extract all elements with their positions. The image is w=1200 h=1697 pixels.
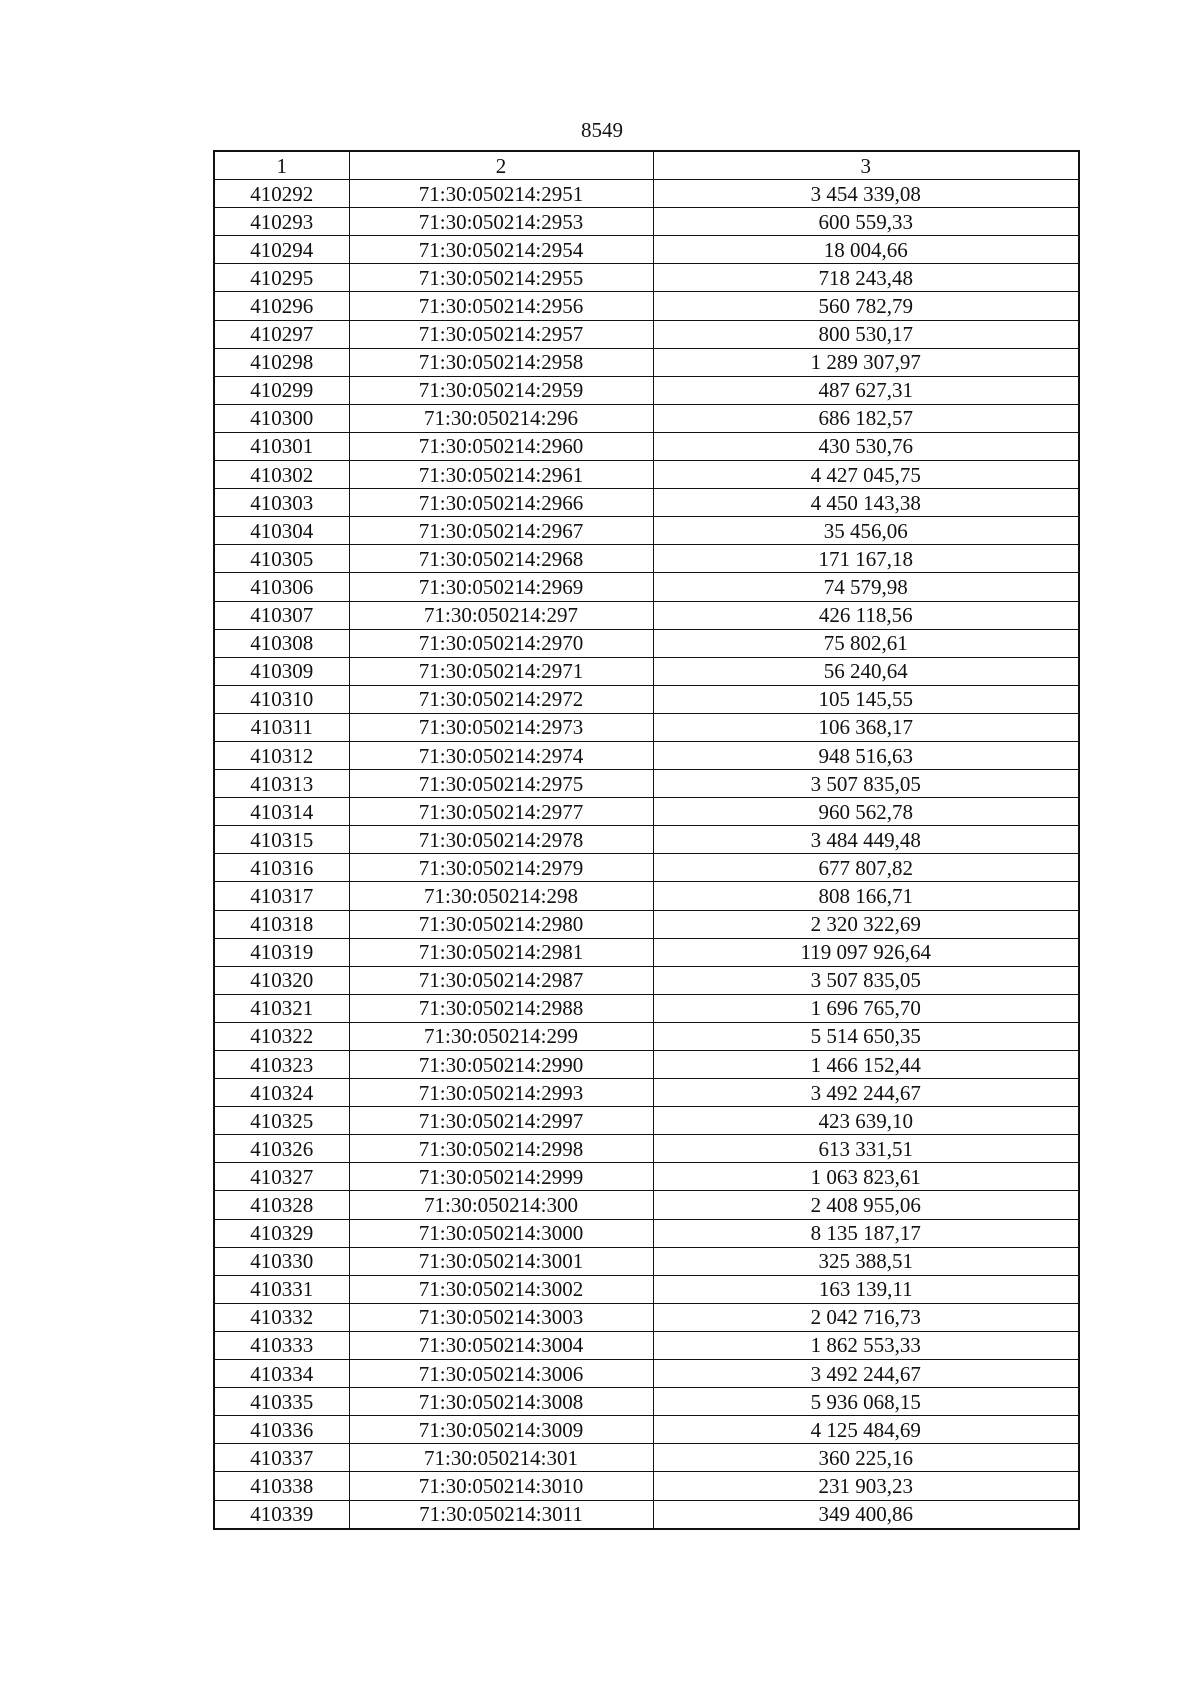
cadastral-number-cell: 71:30:050214:2970 [349, 629, 653, 657]
table-row [214, 938, 1079, 966]
cadastral-number-cell: 71:30:050214:2972 [349, 685, 653, 713]
cadastral-number-cell: 71:30:050214:297 [349, 601, 653, 629]
amount-cell: 56 240,64 [653, 657, 1079, 685]
row-number-cell: 410293 [214, 208, 349, 236]
table-row [214, 854, 1079, 882]
row-number-cell: 410319 [214, 938, 349, 966]
amount-cell: 3 454 339,08 [653, 180, 1079, 208]
cadastral-number-cell: 71:30:050214:2968 [349, 545, 653, 573]
row-number-cell: 410330 [214, 1247, 349, 1275]
amount-cell: 613 331,51 [653, 1135, 1079, 1163]
row-number-cell: 410339 [214, 1500, 349, 1529]
cadastral-number-cell: 71:30:050214:299 [349, 1022, 653, 1050]
table-row [214, 1275, 1079, 1303]
amount-cell: 360 225,16 [653, 1444, 1079, 1472]
cadastral-number-cell: 71:30:050214:2966 [349, 489, 653, 517]
page-number: 8549 [581, 118, 623, 142]
amount-cell: 2 320 322,69 [653, 910, 1079, 938]
table-row [214, 1051, 1079, 1079]
amount-cell: 2 042 716,73 [653, 1303, 1079, 1331]
cadastral-number-cell: 71:30:050214:2975 [349, 770, 653, 798]
table-row [214, 208, 1079, 236]
amount-cell: 3 492 244,67 [653, 1079, 1079, 1107]
table-row [214, 1444, 1079, 1472]
table-row [214, 1388, 1079, 1416]
amount-cell: 163 139,11 [653, 1275, 1079, 1303]
amount-cell: 171 167,18 [653, 545, 1079, 573]
row-number-cell: 410321 [214, 994, 349, 1022]
row-number-cell: 410334 [214, 1360, 349, 1388]
cadastral-number-cell: 71:30:050214:2974 [349, 741, 653, 769]
amount-cell: 487 627,31 [653, 376, 1079, 404]
amount-cell: 1 466 152,44 [653, 1051, 1079, 1079]
table-row [214, 404, 1079, 432]
amount-cell: 677 807,82 [653, 854, 1079, 882]
amount-cell: 560 782,79 [653, 292, 1079, 320]
table-row [214, 1472, 1079, 1500]
amount-cell: 106 368,17 [653, 713, 1079, 741]
table-row [214, 713, 1079, 741]
row-number-cell: 410312 [214, 741, 349, 769]
amount-cell: 1 862 553,33 [653, 1331, 1079, 1359]
cadastral-number-cell: 71:30:050214:3006 [349, 1360, 653, 1388]
amount-cell: 3 507 835,05 [653, 966, 1079, 994]
row-number-cell: 410327 [214, 1163, 349, 1191]
amount-cell: 948 516,63 [653, 741, 1079, 769]
amount-cell: 600 559,33 [653, 208, 1079, 236]
cadastral-number-cell: 71:30:050214:2954 [349, 236, 653, 264]
row-number-cell: 410338 [214, 1472, 349, 1500]
table-row [214, 910, 1079, 938]
row-number-cell: 410323 [214, 1051, 349, 1079]
table-row [214, 1219, 1079, 1247]
row-number-cell: 410295 [214, 264, 349, 292]
table-row [214, 320, 1079, 348]
cadastral-number-cell: 71:30:050214:3004 [349, 1331, 653, 1359]
amount-cell: 8 135 187,17 [653, 1219, 1079, 1247]
row-number-cell: 410325 [214, 1107, 349, 1135]
cadastral-number-cell: 71:30:050214:2951 [349, 180, 653, 208]
amount-cell: 4 125 484,69 [653, 1416, 1079, 1444]
amount-cell: 325 388,51 [653, 1247, 1079, 1275]
cadastral-number-cell: 71:30:050214:3000 [349, 1219, 653, 1247]
amount-cell: 35 456,06 [653, 517, 1079, 545]
amount-cell: 5 514 650,35 [653, 1022, 1079, 1050]
cadastral-number-cell: 71:30:050214:3010 [349, 1472, 653, 1500]
row-number-cell: 410316 [214, 854, 349, 882]
row-number-cell: 410299 [214, 376, 349, 404]
row-number-cell: 410305 [214, 545, 349, 573]
header-row [214, 151, 1079, 180]
table-row [214, 180, 1079, 208]
amount-cell: 2 408 955,06 [653, 1191, 1079, 1219]
cadastral-number-cell: 71:30:050214:2978 [349, 826, 653, 854]
row-number-cell: 410331 [214, 1275, 349, 1303]
table-row [214, 1360, 1079, 1388]
row-number-cell: 410300 [214, 404, 349, 432]
amount-cell: 3 484 449,48 [653, 826, 1079, 854]
amount-cell: 686 182,57 [653, 404, 1079, 432]
table-row [214, 1247, 1079, 1275]
row-number-cell: 410309 [214, 657, 349, 685]
table-row [214, 1079, 1079, 1107]
amount-cell: 349 400,86 [653, 1500, 1079, 1529]
table-row [214, 966, 1079, 994]
table-row [214, 741, 1079, 769]
cadastral-number-cell: 71:30:050214:2973 [349, 713, 653, 741]
row-number-cell: 410297 [214, 320, 349, 348]
table-row [214, 292, 1079, 320]
table-row [214, 489, 1079, 517]
cadastral-number-cell: 71:30:050214:3008 [349, 1388, 653, 1416]
table-row [214, 1107, 1079, 1135]
cadastral-number-cell: 71:30:050214:2953 [349, 208, 653, 236]
amount-cell: 423 639,10 [653, 1107, 1079, 1135]
cadastral-number-cell: 71:30:050214:2987 [349, 966, 653, 994]
table-row [214, 1135, 1079, 1163]
cadastral-number-cell: 71:30:050214:3003 [349, 1303, 653, 1331]
table-row [214, 601, 1079, 629]
table-row [214, 236, 1079, 264]
amount-cell: 105 145,55 [653, 685, 1079, 713]
row-number-cell: 410336 [214, 1416, 349, 1444]
row-number-cell: 410298 [214, 348, 349, 376]
amount-cell: 718 243,48 [653, 264, 1079, 292]
row-number-cell: 410306 [214, 573, 349, 601]
table-row [214, 1163, 1079, 1191]
row-number-cell: 410314 [214, 798, 349, 826]
row-number-cell: 410322 [214, 1022, 349, 1050]
cadastral-number-cell: 71:30:050214:2959 [349, 376, 653, 404]
cadastral-number-cell: 71:30:050214:2999 [349, 1163, 653, 1191]
table-row [214, 517, 1079, 545]
row-number-cell: 410332 [214, 1303, 349, 1331]
row-number-cell: 410324 [214, 1079, 349, 1107]
amount-cell: 119 097 926,64 [653, 938, 1079, 966]
table-row [214, 882, 1079, 910]
amount-cell: 4 450 143,38 [653, 489, 1079, 517]
table-row [214, 264, 1079, 292]
row-number-cell: 410313 [214, 770, 349, 798]
amount-cell: 3 507 835,05 [653, 770, 1079, 798]
cadastral-number-cell: 71:30:050214:3001 [349, 1247, 653, 1275]
amount-cell: 1 063 823,61 [653, 1163, 1079, 1191]
row-number-cell: 410303 [214, 489, 349, 517]
cadastral-number-cell: 71:30:050214:300 [349, 1191, 653, 1219]
cadastral-number-cell: 71:30:050214:2993 [349, 1079, 653, 1107]
row-number-cell: 410307 [214, 601, 349, 629]
row-number-cell: 410328 [214, 1191, 349, 1219]
cadastral-number-cell: 71:30:050214:2990 [349, 1051, 653, 1079]
row-number-cell: 410311 [214, 713, 349, 741]
table-row [214, 545, 1079, 573]
cadastral-number-cell: 71:30:050214:2955 [349, 264, 653, 292]
table-row [214, 348, 1079, 376]
amount-cell: 960 562,78 [653, 798, 1079, 826]
row-number-cell: 410317 [214, 882, 349, 910]
row-number-cell: 410292 [214, 180, 349, 208]
table-row [214, 376, 1079, 404]
row-number-cell: 410329 [214, 1219, 349, 1247]
cadastral-number-cell: 71:30:050214:296 [349, 404, 653, 432]
amount-cell: 808 166,71 [653, 882, 1079, 910]
table-row [214, 798, 1079, 826]
table-row [214, 1303, 1079, 1331]
cadastral-number-cell: 71:30:050214:2960 [349, 432, 653, 460]
amount-cell: 426 118,56 [653, 601, 1079, 629]
table-body [214, 180, 1079, 1529]
table-row [214, 657, 1079, 685]
row-number-cell: 410326 [214, 1135, 349, 1163]
row-number-cell: 410308 [214, 629, 349, 657]
cadastral-number-cell: 71:30:050214:2997 [349, 1107, 653, 1135]
cadastral-number-cell: 71:30:050214:2977 [349, 798, 653, 826]
cadastral-number-cell: 71:30:050214:298 [349, 882, 653, 910]
table-row [214, 685, 1079, 713]
amount-cell: 231 903,23 [653, 1472, 1079, 1500]
cadastral-number-cell: 71:30:050214:2958 [349, 348, 653, 376]
table-row [214, 1331, 1079, 1359]
column-header-2: 2 [349, 151, 653, 180]
cadastral-number-cell: 71:30:050214:3002 [349, 1275, 653, 1303]
table-row [214, 573, 1079, 601]
amount-cell: 74 579,98 [653, 573, 1079, 601]
table-row [214, 770, 1079, 798]
cadastral-number-cell: 71:30:050214:301 [349, 1444, 653, 1472]
amount-cell: 430 530,76 [653, 432, 1079, 460]
row-number-cell: 410294 [214, 236, 349, 264]
row-number-cell: 410304 [214, 517, 349, 545]
table-row [214, 1022, 1079, 1050]
cadastral-number-cell: 71:30:050214:2988 [349, 994, 653, 1022]
cadastral-number-cell: 71:30:050214:3009 [349, 1416, 653, 1444]
amount-cell: 5 936 068,15 [653, 1388, 1079, 1416]
cadastral-number-cell: 71:30:050214:2981 [349, 938, 653, 966]
amount-cell: 18 004,66 [653, 236, 1079, 264]
row-number-cell: 410315 [214, 826, 349, 854]
table-row [214, 629, 1079, 657]
row-number-cell: 410310 [214, 685, 349, 713]
cadastral-number-cell: 71:30:050214:2969 [349, 573, 653, 601]
cadastral-number-cell: 71:30:050214:2957 [349, 320, 653, 348]
cadastral-number-cell: 71:30:050214:2979 [349, 854, 653, 882]
row-number-cell: 410320 [214, 966, 349, 994]
cadastral-number-cell: 71:30:050214:2967 [349, 517, 653, 545]
amount-cell: 3 492 244,67 [653, 1360, 1079, 1388]
row-number-cell: 410301 [214, 432, 349, 460]
cadastral-number-cell: 71:30:050214:2971 [349, 657, 653, 685]
table-row [214, 461, 1079, 489]
amount-cell: 1 696 765,70 [653, 994, 1079, 1022]
cadastral-number-cell: 71:30:050214:3011 [349, 1500, 653, 1529]
table-row [214, 1416, 1079, 1444]
data-table [213, 150, 1080, 1530]
cadastral-number-cell: 71:30:050214:2980 [349, 910, 653, 938]
row-number-cell: 410296 [214, 292, 349, 320]
amount-cell: 1 289 307,97 [653, 348, 1079, 376]
row-number-cell: 410333 [214, 1331, 349, 1359]
table-row [214, 826, 1079, 854]
table-row [214, 994, 1079, 1022]
column-header-3: 3 [653, 151, 1079, 180]
amount-cell: 4 427 045,75 [653, 461, 1079, 489]
row-number-cell: 410302 [214, 461, 349, 489]
table-row [214, 1191, 1079, 1219]
cadastral-number-cell: 71:30:050214:2961 [349, 461, 653, 489]
cadastral-number-cell: 71:30:050214:2998 [349, 1135, 653, 1163]
column-header-1: 1 [214, 151, 349, 180]
row-number-cell: 410337 [214, 1444, 349, 1472]
table-row [214, 1500, 1079, 1529]
amount-cell: 75 802,61 [653, 629, 1079, 657]
cadastral-number-cell: 71:30:050214:2956 [349, 292, 653, 320]
amount-cell: 800 530,17 [653, 320, 1079, 348]
row-number-cell: 410318 [214, 910, 349, 938]
table-row [214, 432, 1079, 460]
row-number-cell: 410335 [214, 1388, 349, 1416]
table-header [214, 151, 1079, 180]
